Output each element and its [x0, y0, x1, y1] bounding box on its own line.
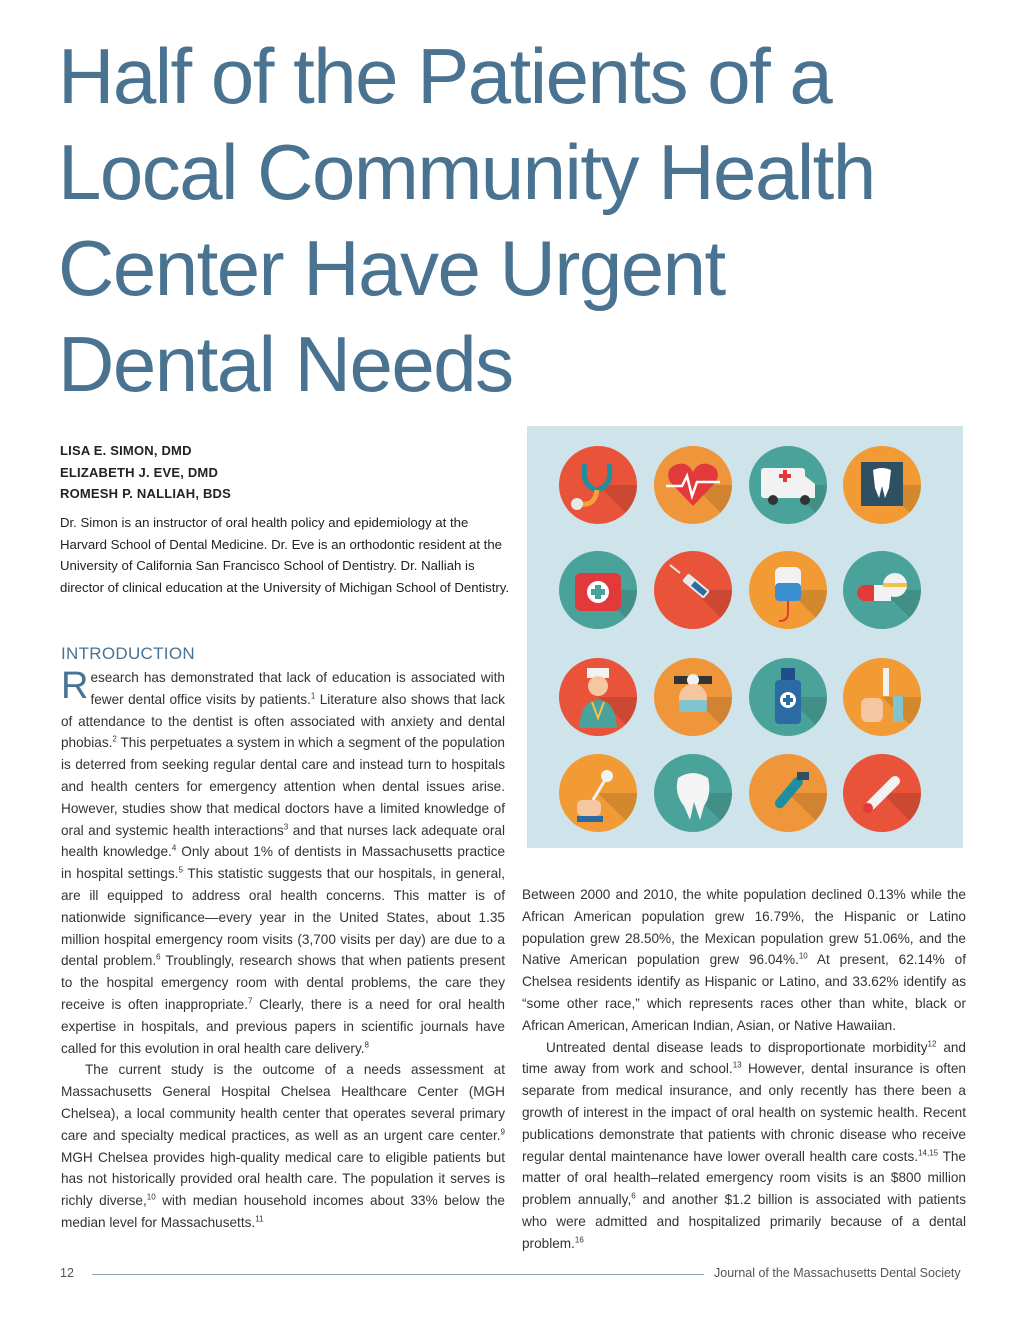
journal-name: Journal of the Massachusetts Dental Society	[714, 1266, 961, 1280]
body-column-right	[522, 884, 966, 1255]
page-number: 12	[60, 1266, 74, 1280]
dental-mirror-icon	[559, 754, 637, 832]
text-run: At present, 62.14% of Chelsea residents identify as Hispanic or Latino, and 33.62% identify as “some other race,” which represents races other than white, black or African American, American Indian, Asian, or Native Hawaiian.	[522, 952, 966, 1033]
citation: 6	[156, 952, 161, 962]
citation: 1	[310, 691, 316, 701]
iv-drip-icon	[749, 551, 827, 629]
text-run: MGH Chelsea provides high-quality medical care to eligible patients but has not historically provided oral health care. The population it serves is richly diverse,	[61, 1149, 505, 1209]
toothbrush-icon	[843, 658, 921, 736]
dental-xray-icon	[843, 446, 921, 524]
text-run: Literature also shows that lack of attendance to the dentist is often associated with anxiety and dental phobias.	[61, 691, 505, 751]
text-run: This statistic suggests that our hospitals, in general, are ill equipped to address oral health concerns. This matter is of nationwide significance—every year in the United States, about 1.35 million hospital emergency room visits (3,700 visits per day) are due to a dental problem.	[61, 866, 505, 969]
citation: 10	[798, 951, 808, 961]
section-heading: INTRODUCTION	[61, 644, 195, 663]
author-name: ELIZABETH J. EVE, DMD	[60, 464, 219, 480]
text-run: and time away from work and school.	[522, 1039, 966, 1077]
text-run: The matter of oral health–related emergency room visits is an $800 million problem annually,	[522, 1148, 966, 1208]
medical-icons-illustration	[527, 426, 963, 848]
tooth-icon	[654, 754, 732, 832]
citation: 4	[171, 843, 177, 853]
citation: 2	[112, 734, 117, 744]
author-list	[60, 440, 231, 505]
text-run: esearch has demonstrated that lack of education is associated with fewer dental office visits by patients.	[90, 670, 505, 707]
text-run: However, dental insurance is often separate from medical insurance, and only recently has there been a growth of interest in the impact of oral health on systemic health. Recent publications demonstrate that patients with chronic disease who receive regular dental maintenance have lower overall health care costs.	[522, 1061, 966, 1164]
text-run: This perpetuates a system in which a segment of the population is deterred from seeking regular dental care and instead turn to hospitals and health centers for emergency attention when dental issues arise. However, studies show that medical doctors have a limited knowledge of oral and systemic health interactions	[61, 735, 505, 838]
footer-divider	[92, 1274, 704, 1275]
text-run: Untreated dental disease leads to disproportionate morbidity	[546, 1039, 928, 1055]
author-name: ROMESH P. NALLIAH, BDS	[60, 486, 232, 501]
citation: 6	[631, 1191, 636, 1201]
text-run: and that nurses lack adequate oral health knowledge.	[61, 822, 505, 860]
thermometer-icon	[843, 754, 921, 832]
citation: 7	[248, 996, 253, 1006]
author-affiliation: Dr. Simon is an instructor of oral health policy and epidemiology at the Harvard School of Dental Medicine. Dr. Eve is an orthodontic resident at the University of California San Francisco School of Dentistry. Dr. Nalliah is director of clinical education at the University of Michigan School of Dentistry.	[60, 515, 510, 595]
text-run: and another $1.2 billion is associated with patients who were admitted and hospitalized primarily because of a dental problem.	[522, 1192, 966, 1251]
stethoscope-icon	[559, 446, 637, 524]
citation: 11	[255, 1214, 264, 1224]
body-column-left	[61, 667, 505, 1234]
drop-cap: R	[61, 665, 89, 707]
citation: 14,15	[918, 1148, 939, 1158]
citation: 5	[178, 865, 183, 875]
text-run: Clearly, there is a need for oral health expertise in hospitals, and previous papers in scientific journals have called for this evolution in oral health care delivery.	[61, 996, 505, 1056]
citation: 13	[732, 1060, 742, 1070]
citation: 12	[927, 1039, 937, 1049]
text-run: Between 2000 and 2010, the white population declined 0.13% while the African American population grew 16.79%, the Hispanic or Latino population grew 28.50%, the Mexican population grew 51.06%, and the Native American population grew 96.04%.	[522, 887, 966, 968]
paragraph	[61, 667, 505, 1059]
citation: 8	[364, 1040, 369, 1050]
paragraph	[61, 1059, 505, 1233]
text-run: Troublingly, research shows that when patients present to the hospital emergency room with dental problems, the care they receive is often inappropriate.	[61, 953, 505, 1012]
citation: 9	[500, 1127, 505, 1137]
text-run: with median household incomes about 33% below the median level for Massachusetts.	[61, 1193, 505, 1230]
ambulance-icon	[749, 446, 827, 524]
paragraph	[522, 1037, 966, 1255]
paragraph	[522, 884, 966, 1037]
mouthwash-icon	[749, 658, 827, 736]
author-name: LISA E. SIMON, DMD	[60, 443, 192, 458]
citation: 3	[283, 822, 289, 832]
pills-icon	[843, 551, 921, 629]
text-run: The current study is the outcome of a needs assessment at Massachusetts General Hospital Chelsea Healthcare Center (MGH Chelsea), a local community health center that operates several primary care and specialty medical practices, as well as an urgent care center.	[61, 1062, 505, 1143]
doctor-icon	[559, 658, 637, 736]
heart-rate-icon	[654, 446, 732, 524]
text-run: Only about 1% of dentists in Massachusetts practice in hospital settings.	[61, 844, 505, 882]
article-title: Half of the Patients of a Local Community Health Center Have Urgent Dental Needs	[58, 32, 875, 408]
dental-drill-icon	[749, 754, 827, 832]
first-aid-kit-icon	[559, 551, 637, 629]
citation: 10	[146, 1192, 156, 1202]
syringe-icon	[654, 551, 732, 629]
citation: 16	[574, 1235, 584, 1245]
dentist-icon	[654, 658, 732, 736]
